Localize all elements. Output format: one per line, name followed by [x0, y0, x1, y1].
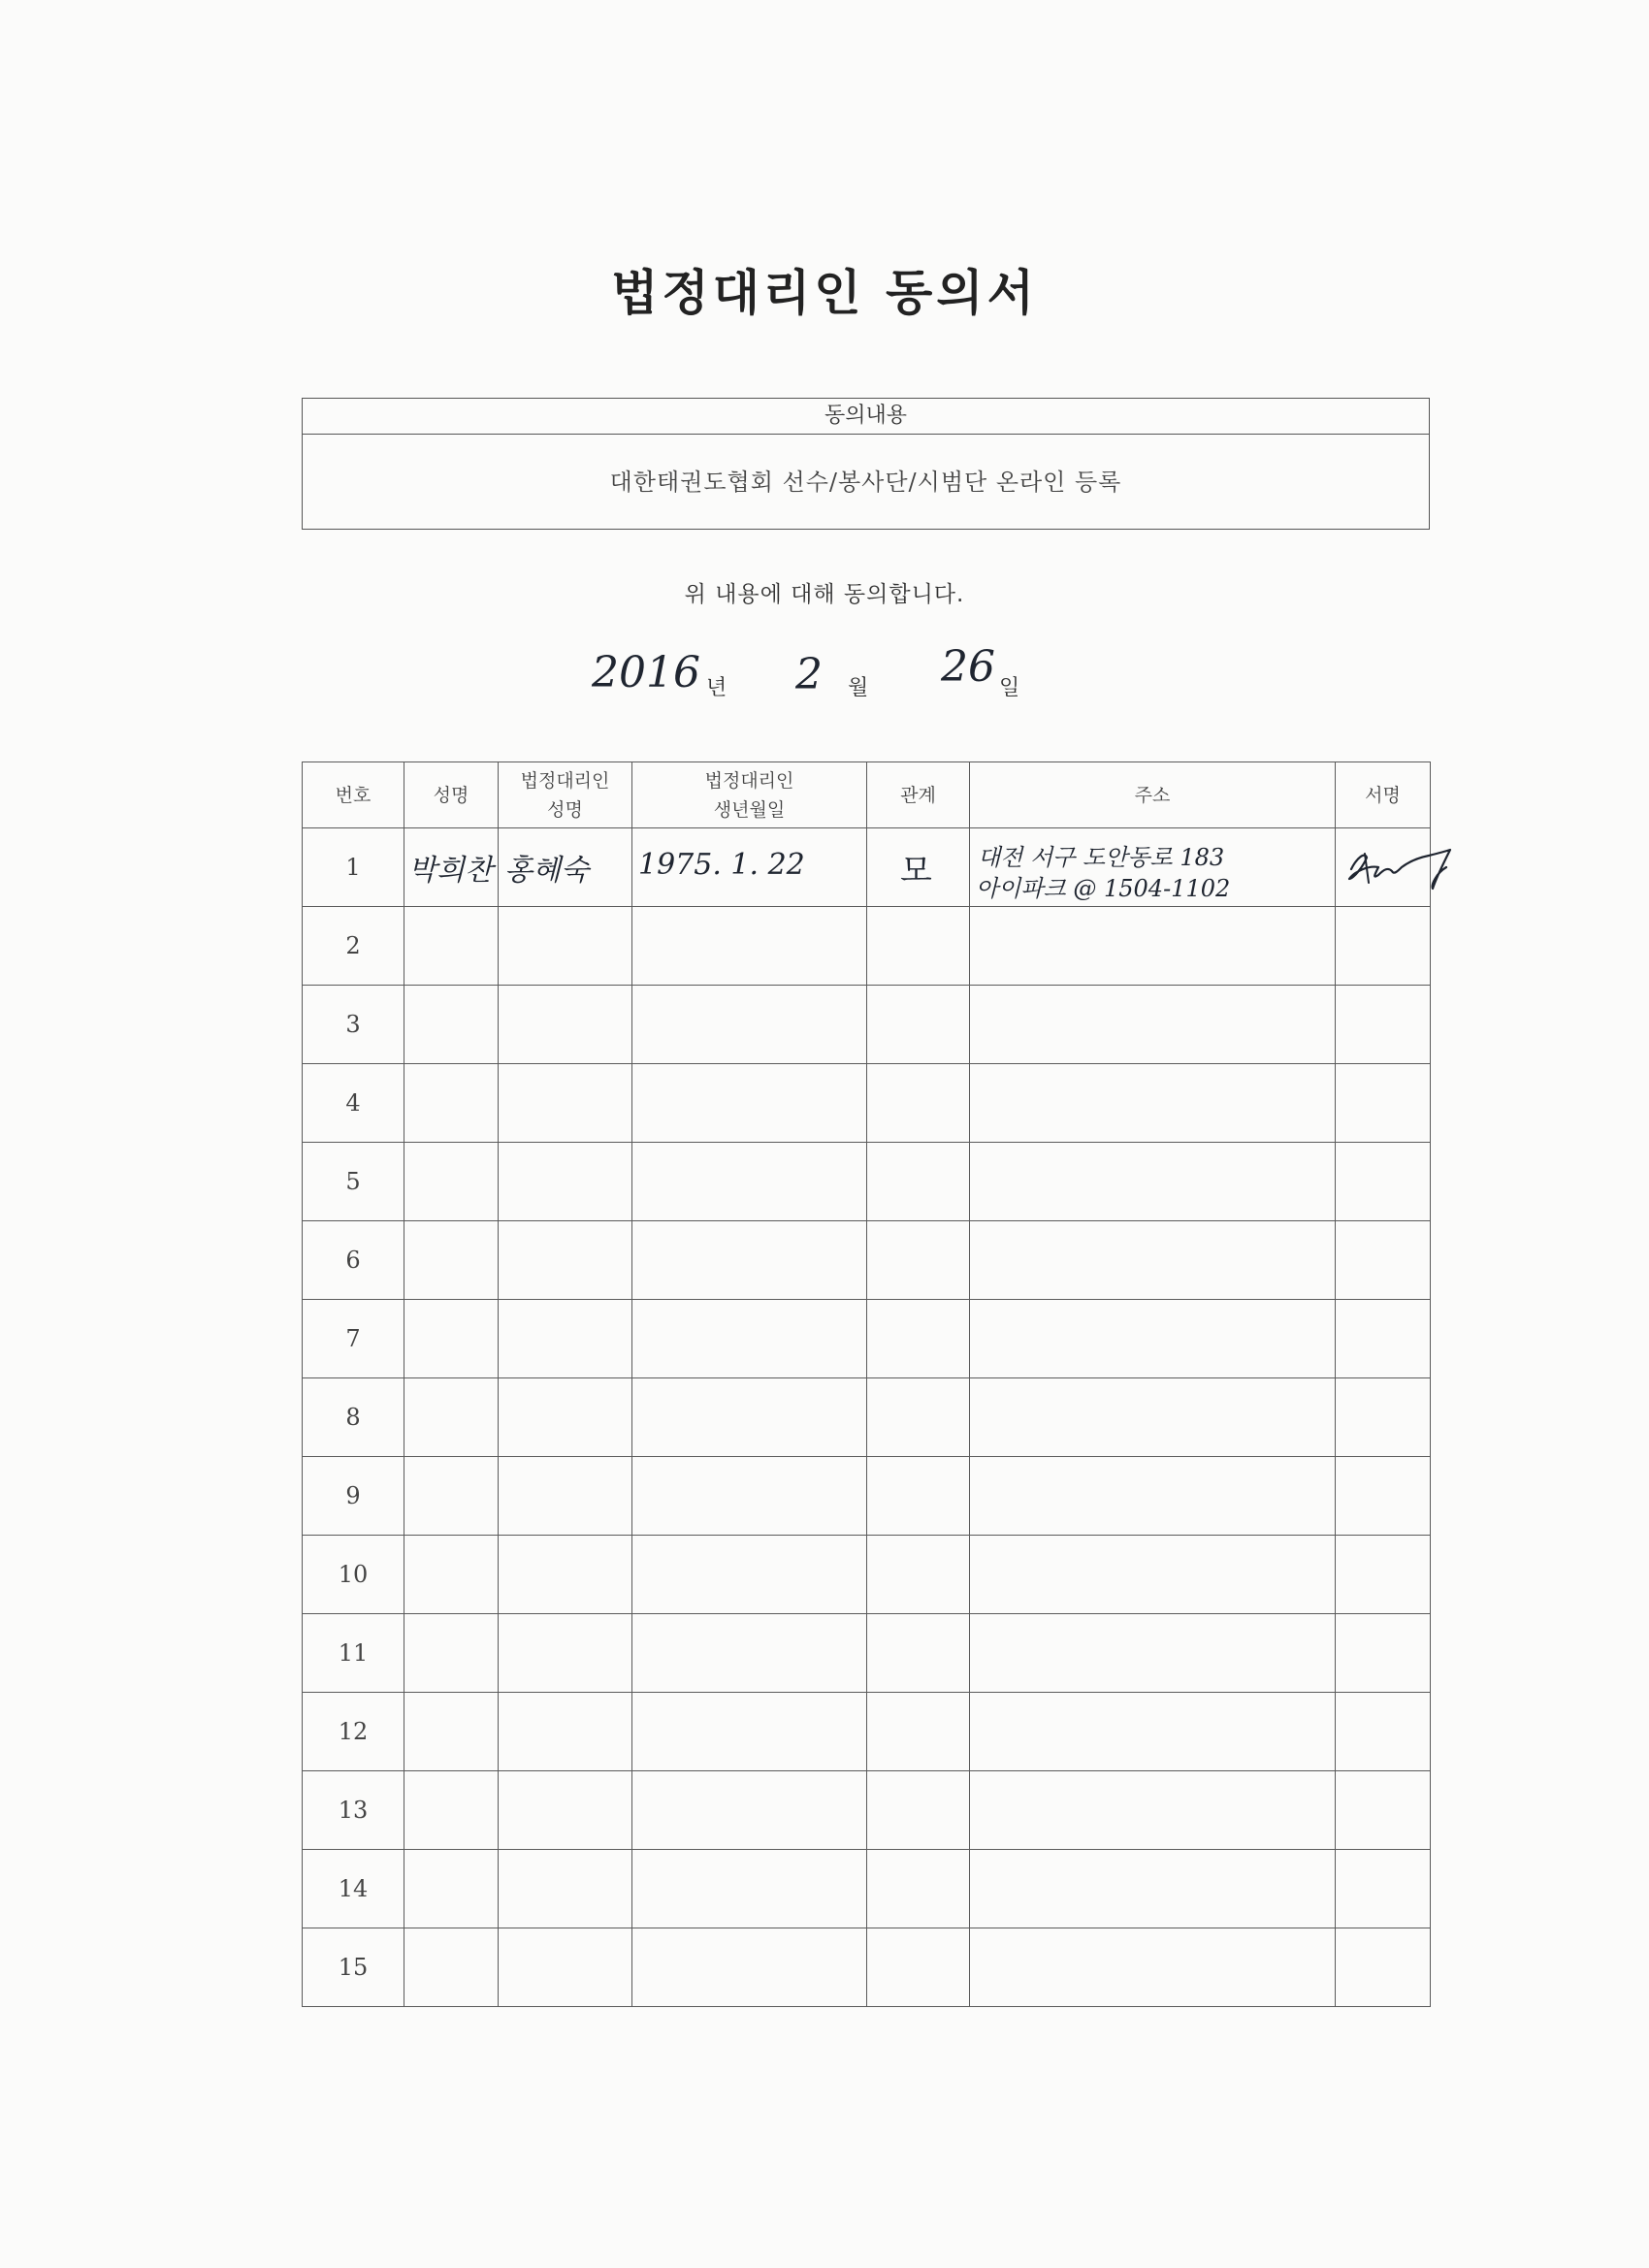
empty-cell	[499, 907, 632, 986]
row-number: 8	[303, 1378, 404, 1457]
consent-content-header: 동의내용	[303, 399, 1429, 435]
empty-cell	[970, 1457, 1336, 1536]
row-number: 13	[303, 1771, 404, 1850]
table-header-row	[303, 762, 1431, 828]
row-number: 10	[303, 1536, 404, 1614]
empty-cell	[499, 986, 632, 1064]
row-number: 1	[303, 828, 404, 907]
empty-cell	[499, 1300, 632, 1378]
empty-cell	[1336, 1378, 1431, 1457]
row-number: 15	[303, 1928, 404, 2007]
header-number: 번호	[303, 762, 404, 828]
table-row	[303, 1614, 1431, 1693]
guardian-table	[302, 761, 1431, 2007]
empty-cell	[970, 1536, 1336, 1614]
table-row	[303, 1928, 1431, 2007]
empty-cell	[867, 1457, 970, 1536]
empty-cell	[970, 1928, 1336, 2007]
empty-cell	[867, 1378, 970, 1457]
row-number: 11	[303, 1614, 404, 1693]
empty-cell	[632, 986, 867, 1064]
row-guardian-birth: 1975. 1. 22	[638, 848, 805, 882]
empty-cell	[632, 1064, 867, 1143]
empty-cell	[499, 1221, 632, 1300]
empty-cell	[404, 1378, 499, 1457]
empty-cell	[404, 1300, 499, 1378]
handwritten-signature-icon	[1336, 828, 1510, 906]
empty-cell	[632, 1300, 867, 1378]
table-row	[303, 1221, 1431, 1300]
empty-cell	[1336, 907, 1431, 986]
empty-cell	[404, 1143, 499, 1221]
row-number: 4	[303, 1064, 404, 1143]
empty-cell	[867, 1614, 970, 1693]
consent-content-body: 대한태권도협회 선수/봉사단/시범단 온라인 등록	[609, 469, 1122, 496]
row-signature-cell	[1336, 828, 1431, 907]
empty-cell	[499, 1064, 632, 1143]
date-month: 2	[795, 650, 823, 699]
empty-cell	[970, 986, 1336, 1064]
date-day-unit: 일	[999, 676, 1020, 700]
empty-cell	[867, 1850, 970, 1928]
table-row	[303, 1693, 1431, 1771]
row-relation-cell	[867, 828, 970, 907]
table-row	[303, 1300, 1431, 1378]
date-month-unit: 월	[848, 676, 869, 700]
date-day: 26	[941, 642, 995, 692]
empty-cell	[632, 1614, 867, 1693]
empty-cell	[404, 1693, 499, 1771]
empty-cell	[1336, 986, 1431, 1064]
empty-cell	[867, 1693, 970, 1771]
empty-cell	[499, 1378, 632, 1457]
empty-cell	[632, 1143, 867, 1221]
header-signature: 서명	[1336, 762, 1431, 828]
row-number: 9	[303, 1457, 404, 1536]
empty-cell	[632, 1771, 867, 1850]
row-address-line1: 대전 서구 도안동로 183	[978, 844, 1225, 871]
empty-cell	[1336, 1536, 1431, 1614]
table-row	[303, 828, 1431, 907]
empty-cell	[404, 986, 499, 1064]
empty-cell	[499, 1928, 632, 2007]
empty-cell	[632, 1221, 867, 1300]
empty-cell	[632, 1378, 867, 1457]
empty-cell	[867, 1300, 970, 1378]
table-row	[303, 1771, 1431, 1850]
empty-cell	[404, 1457, 499, 1536]
row-guardian-birth-cell	[632, 828, 867, 907]
table-row	[303, 907, 1431, 986]
empty-cell	[404, 1850, 499, 1928]
row-number: 2	[303, 907, 404, 986]
table-row	[303, 1457, 1431, 1536]
empty-cell	[404, 1928, 499, 2007]
empty-cell	[970, 1378, 1336, 1457]
document-title: 법정대리인 동의서	[611, 265, 1038, 321]
empty-cell	[1336, 1457, 1431, 1536]
empty-cell	[970, 1771, 1336, 1850]
table-row	[303, 1536, 1431, 1614]
empty-cell	[970, 1143, 1336, 1221]
row-number: 12	[303, 1693, 404, 1771]
empty-cell	[632, 1693, 867, 1771]
date-year-unit: 년	[706, 676, 728, 700]
empty-cell	[1336, 1850, 1431, 1928]
empty-cell	[499, 1457, 632, 1536]
empty-cell	[1336, 1221, 1431, 1300]
empty-cell	[1336, 1614, 1431, 1693]
row-name-cell	[404, 828, 499, 907]
empty-cell	[499, 1850, 632, 1928]
empty-cell	[867, 907, 970, 986]
date-year: 2016	[592, 648, 700, 697]
row-guardian-name-cell	[499, 828, 632, 907]
empty-cell	[970, 1300, 1336, 1378]
empty-cell	[867, 1771, 970, 1850]
header-guardian-name-line2: 성명	[547, 798, 583, 821]
empty-cell	[499, 1536, 632, 1614]
row-number: 6	[303, 1221, 404, 1300]
empty-cell	[1336, 1771, 1431, 1850]
empty-cell	[404, 1536, 499, 1614]
header-relation: 관계	[867, 762, 970, 828]
header-guardian-birth	[632, 762, 867, 828]
row-number: 5	[303, 1143, 404, 1221]
agreement-statement: 위 내용에 대해 동의합니다.	[684, 582, 965, 607]
empty-cell	[867, 1928, 970, 2007]
empty-cell	[404, 1064, 499, 1143]
date-row	[582, 644, 1125, 702]
header-guardian-name	[499, 762, 632, 828]
header-name: 성명	[404, 762, 499, 828]
empty-cell	[632, 1457, 867, 1536]
empty-cell	[970, 1064, 1336, 1143]
empty-cell	[632, 1536, 867, 1614]
row-guardian-name: 홍혜숙	[504, 854, 589, 888]
empty-cell	[1336, 1693, 1431, 1771]
row-address-cell	[970, 828, 1336, 907]
row-number: 7	[303, 1300, 404, 1378]
table-row	[303, 986, 1431, 1064]
empty-cell	[499, 1693, 632, 1771]
empty-cell	[1336, 1143, 1431, 1221]
empty-cell	[632, 1850, 867, 1928]
header-guardian-birth-line2: 생년월일	[713, 798, 786, 821]
empty-cell	[867, 1064, 970, 1143]
empty-cell	[1336, 1300, 1431, 1378]
empty-cell	[867, 1143, 970, 1221]
empty-cell	[404, 1221, 499, 1300]
empty-cell	[632, 1928, 867, 2007]
table-row	[303, 1064, 1431, 1143]
empty-cell	[404, 1614, 499, 1693]
row-relation: 모	[900, 852, 932, 891]
empty-cell	[867, 1536, 970, 1614]
header-guardian-name-line1: 법정대리인	[520, 769, 610, 792]
header-guardian-birth-line1: 법정대리인	[704, 769, 794, 792]
empty-cell	[499, 1771, 632, 1850]
row-number: 3	[303, 986, 404, 1064]
row-name: 박희찬	[408, 854, 493, 888]
empty-cell	[970, 1693, 1336, 1771]
empty-cell	[499, 1614, 632, 1693]
empty-cell	[1336, 1928, 1431, 2007]
empty-cell	[404, 1771, 499, 1850]
empty-cell	[499, 1143, 632, 1221]
header-address: 주소	[970, 762, 1336, 828]
empty-cell	[404, 907, 499, 986]
table-row	[303, 1378, 1431, 1457]
empty-cell	[1336, 1064, 1431, 1143]
table-row	[303, 1143, 1431, 1221]
empty-cell	[970, 907, 1336, 986]
row-number: 14	[303, 1850, 404, 1928]
empty-cell	[970, 1221, 1336, 1300]
empty-cell	[867, 986, 970, 1064]
row-address-line2: 아이파크 @ 1504-1102	[976, 875, 1231, 902]
table-row	[303, 1850, 1431, 1928]
empty-cell	[632, 907, 867, 986]
consent-content-box	[302, 398, 1430, 530]
empty-cell	[970, 1850, 1336, 1928]
empty-cell	[970, 1614, 1336, 1693]
empty-cell	[867, 1221, 970, 1300]
